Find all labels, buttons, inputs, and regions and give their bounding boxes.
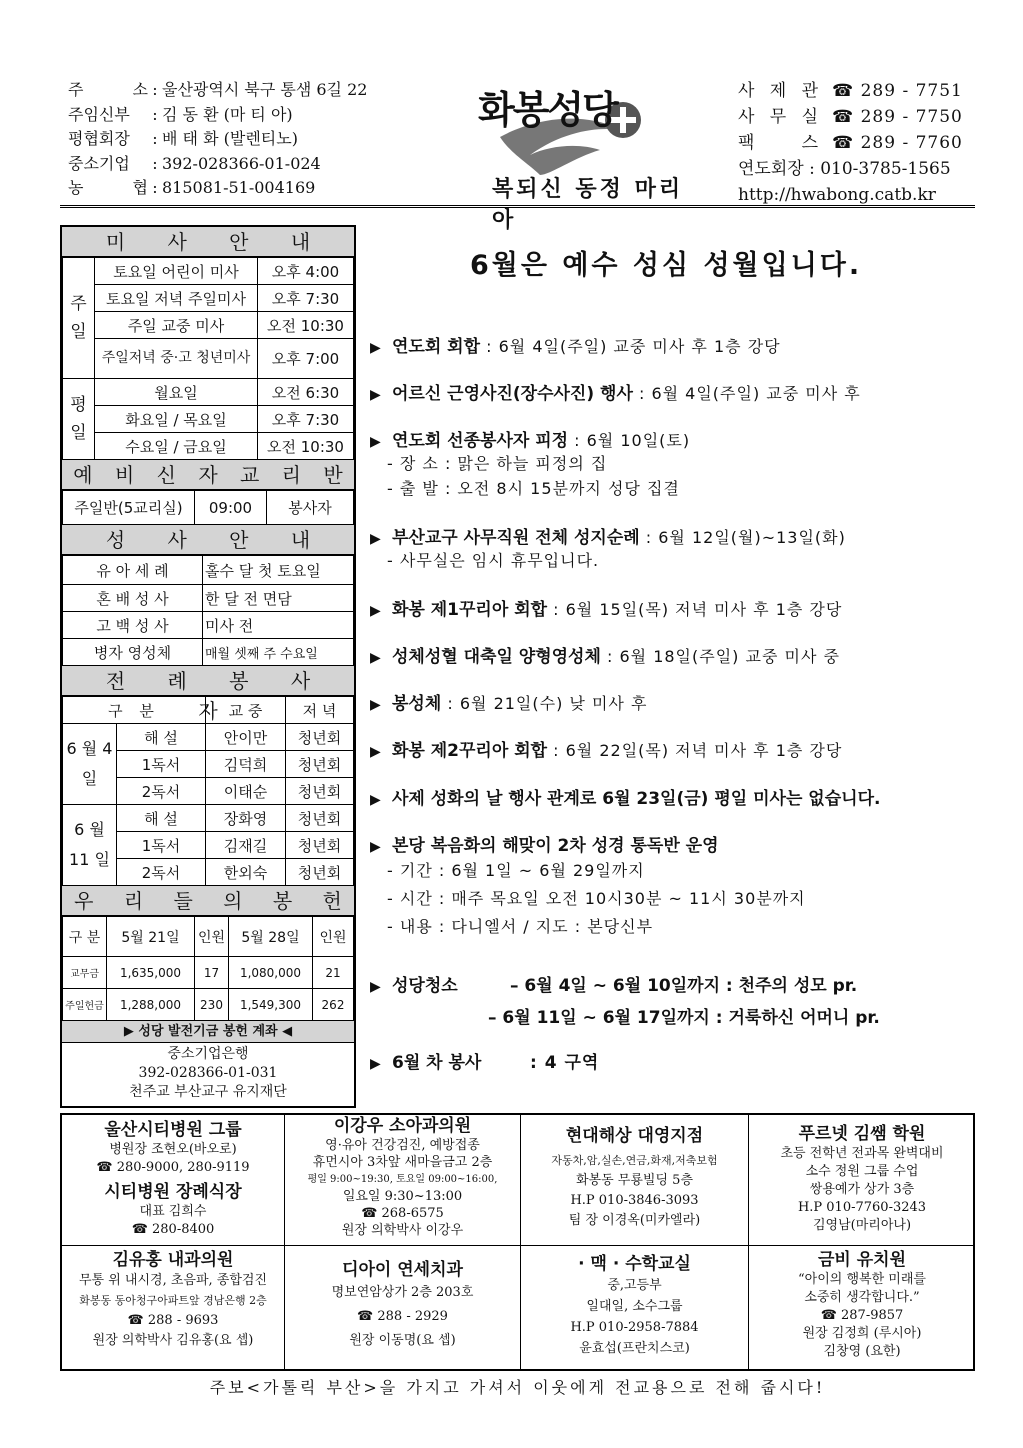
ad-dental: 디아이 연세치과 명보연암상가 2층 203호 ☎ 288 - 2929 원장 이동명(요 셉) — [331, 1260, 474, 1348]
notice-item: ▶ 6월 차 봉사 — [370, 1053, 482, 1073]
offering-title: 우 리 들 의 봉 헌 — [62, 886, 354, 916]
notice-item: ▶ 부산교구 사무직원 전체 성지순례 : 6월 12일(월)~13일(화) — [370, 528, 846, 548]
notice-item: ▶ 성체성혈 대축일 양형영성체 : 6월 18일(주일) 교중 미사 중 — [370, 647, 840, 667]
ad-kindergarten: 금비 유치원 “아이의 행복한 미래를 소중히 생각합니다.” ☎ 287-9857 원장 김정희 (루시아) 김창영 (요한) — [798, 1250, 926, 1359]
fund-title: ▶ 성당 발전기금 봉헌 계좌 ◀ — [62, 1021, 354, 1043]
mass-table: 주일 토요일 어린이 미사 오후 4:00 토요일 저녁 주일미사 오후 7:30 주일 교중 미사 오전 10:30 주일저녁 중·고 청년미사 오후 7:00 평일 월요일 오전 6:30 화요일 / 목요일 오후 7:30 수요일 / 금요일 오전 10:30 — [62, 257, 354, 460]
fund-account: 중소기업은행 392-028366-01-031 천주교 부산교구 유지재단 — [129, 1046, 287, 1100]
triangle-icon: ▶ — [370, 792, 381, 808]
sacraments-title: 성 사 안 내 — [62, 525, 354, 555]
sacraments-table: 유 아 세 례 홀수 달 첫 토요일 혼 배 성 사 한 달 전 면담 고 백 성 사 미사 전 병자 영성체 매월 셋째 주 수요일 — [62, 555, 354, 666]
liturgy-table: 구 분 교 중 저 녁 6 월 4 일 해 설 안이만 청년회 1독서 김덕희 청년회 2독서 이태순 청년회 6 월 11 일 해 설 장화영 청년회 1독서 김재길 청년회 2독서 한외숙 청년회 — [62, 696, 354, 886]
notice-item: ▶ 본당 복음화의 해맞이 2차 성경 통독반 운영 — [370, 836, 719, 856]
phone-icon: ☎ — [832, 133, 855, 153]
parish-info: 주 소 : 울산광역시 북구 통샘 6길 22 주임신부 : 김 동 환 (마 티 아) 평협회장 : 배 태 화 (발렌티노) 중소기업 : 392-028366-01-024 농 협 : 815081-51-004169 — [68, 80, 368, 197]
notice-item: ▶ 연도회 회합 : 6월 4일(주일) 교중 미사 후 1층 강당 — [370, 337, 781, 357]
ad-pediatrics: 이강우 소아과의원 영·유아 건강검진, 예방접종 휴먼시아 3차앞 새마을금고 2층 평일 9:00~19:30, 토요일 09:00~16:00, 일요일 9:30~13:00 ☎ 268-6575 원장 의학박사 이강우 — [307, 1116, 498, 1238]
parish-logo: 화봉성당 복되신 동정 마리아 — [470, 75, 690, 205]
left-info-column — [60, 225, 356, 1108]
ad-city-hospital: 울산시티병원 그룹 병원장 조현오(바오로) ☎ 280-9000, 280-9119 시티병원 장례식장 대표 김희수 ☎ 280-8400 — [96, 1120, 250, 1237]
contact-info: 사 제 관 ☎ 289 - 7751 사 무 실 ☎ 289 - 7750 팩 스 ☎ 289 - 7760 연도회장 : 010-3785-1565 http://hwabong.catb.kr — [738, 78, 978, 208]
liturgy-title: 전 례 봉 사 자 — [62, 666, 354, 696]
triangle-icon: ▶ — [370, 697, 381, 713]
ad-academy: 푸르넷 김쌤 학원 초등 전학년 전과목 완벽대비 소수 정원 그룹 수업 쌍용예가 상가 3층 H.P 010-7760-3243 김영남(마리아나) — [780, 1124, 944, 1233]
triangle-icon: ▶ — [370, 387, 381, 403]
triangle-icon: ▶ — [370, 979, 381, 995]
notice-item: ▶ 봉성체 : 6월 21일(수) 낮 미사 후 — [370, 694, 648, 714]
weekday-label: 평일 — [63, 379, 95, 460]
ad-math: · 맥 · 수학교실 중,고등부 일대일, 소수그룹 H.P 010-2958-7884 윤효섭(프란치스코) — [570, 1254, 699, 1356]
catechumen-title: 예 비 신 자 교 리 반 — [62, 460, 354, 490]
page-title: 6월은 예수 성심 성월입니다. — [470, 250, 863, 281]
triangle-icon: ▶ — [370, 839, 381, 855]
notice-item: ▶ 화봉 제1꾸리아 회합 : 6월 15일(목) 저녁 미사 후 1층 강당 — [370, 600, 843, 620]
triangle-icon: ▶ — [370, 434, 381, 450]
triangle-icon: ▶ — [370, 650, 381, 666]
ad-internal-medicine: 김유홍 내과의원 무통 위 내시경, 초음파, 종합검진 화봉동 동아청구아파트앞 경남은행 2층 ☎ 288 - 9693 원장 의학박사 김유홍(요 셉) — [78, 1250, 268, 1348]
notice-item: ▶ 성당청소 — [370, 976, 458, 996]
triangle-icon: ▶ — [370, 340, 381, 356]
phone-icon: ☎ — [832, 107, 855, 127]
footer-message: 주보<가톨릭 부산>을 가지고 가셔서 이웃에게 전교용으로 전해 줍시다! — [209, 1378, 826, 1397]
notice-item: ▶ 사제 성화의 날 행사 관계로 6월 23일(금) 평일 미사는 없습니다. — [370, 789, 881, 809]
triangle-icon: ▶ — [370, 603, 381, 619]
triangle-icon: ▶ — [370, 1056, 381, 1072]
phone-icon: ☎ — [832, 81, 855, 101]
triangle-icon: ▶ — [370, 531, 381, 547]
offering-table: 구 분 5월 21일 인원 5월 28일 인원 교무금 1,635,000 17 1,080,000 21 주일헌금 1,288,000 230 1,549,300 262 — [62, 916, 354, 1021]
website-link[interactable]: http://hwabong.catb.kr — [738, 185, 936, 205]
ads-grid — [60, 1113, 975, 1371]
catechumen-table: 주일반(5교리실) 09:00 봉사자 — [62, 490, 354, 525]
sunday-label: 주일 — [63, 258, 95, 379]
notice-item: ▶ 화봉 제2꾸리아 회합 : 6월 22일(목) 저녁 미사 후 1층 강당 — [370, 741, 843, 761]
notice-item: ▶ 어르신 근영사진(장수사진) 행사 : 6월 4일(주일) 교중 미사 후 — [370, 384, 861, 404]
triangle-icon: ▶ — [370, 744, 381, 760]
mass-title: 미 사 안 내 — [62, 227, 354, 257]
notice-item: ▶ 연도회 선종봉사자 피정 : 6월 10일(토) — [370, 431, 691, 451]
header-divider — [60, 205, 975, 208]
ad-insurance: 현대해상 대영지점 자동차,암,실손,연금,화재,저축보험 화봉동 무룡빌딩 5층 H.P 010-3846-3093 팀 장 이경옥(미카엘라) — [551, 1126, 718, 1228]
